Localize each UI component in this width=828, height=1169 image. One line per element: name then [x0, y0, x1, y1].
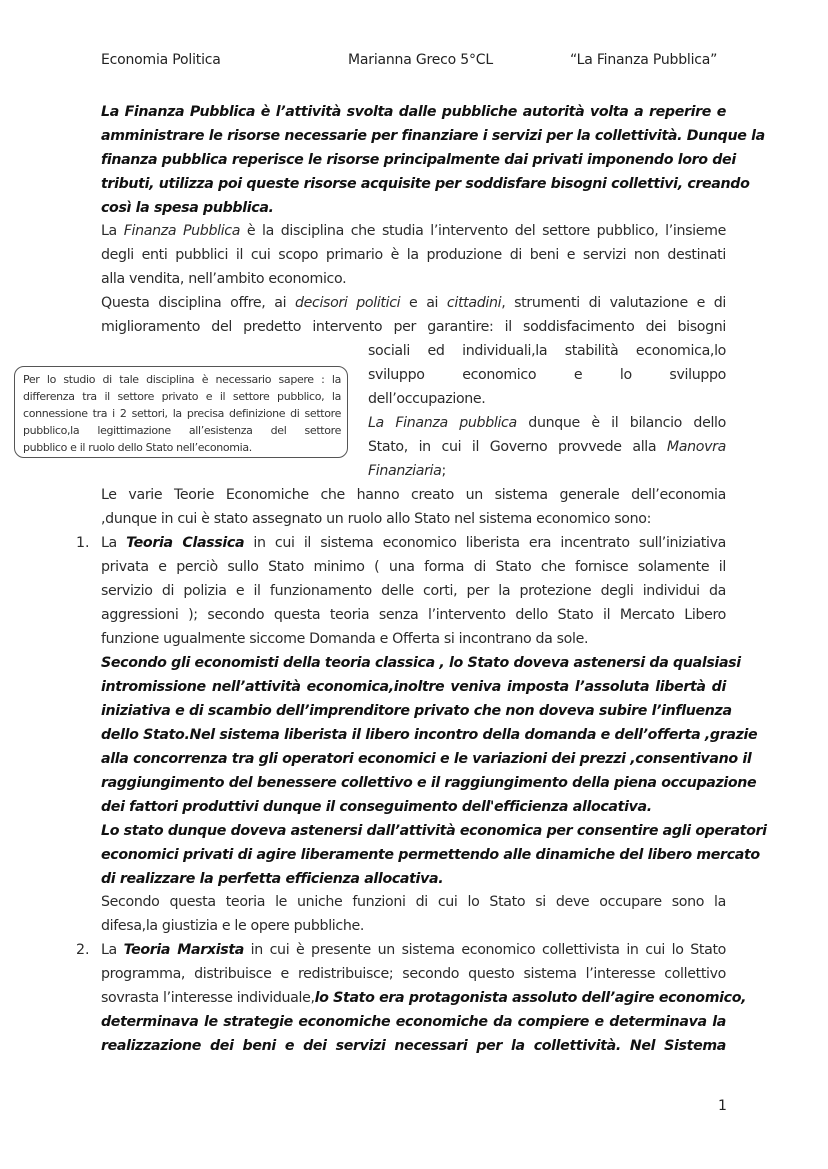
- text-line: dello Stato.Nel sistema liberista il libero incontro della domanda e dell’offerta ,grazie: [101, 727, 758, 743]
- text-line: realizzazione dei beni e dei servizi necessari per la collettività. Nel Sistema: [101, 1038, 726, 1054]
- text-line: tributi, utilizza poi queste risorse acquisite per soddisfare bisogni collettivi, creando: [101, 176, 750, 192]
- text-line: Secondo gli economisti della teoria classica , lo Stato doveva astenersi da qualsiasi: [101, 655, 741, 671]
- page-number: 1: [718, 1098, 727, 1114]
- bold-term: Teoria Marxista: [123, 942, 244, 958]
- text-line: finanza pubblica reperisce le risorse principalmente dai privati imponendo loro dei: [101, 152, 736, 168]
- text: , strumenti di valutazione e di: [501, 295, 726, 311]
- text-line: iniziativa e di scambio dell’imprenditore privato che non doveva subire l’influenza: [101, 703, 732, 719]
- text-line: Le varie Teorie Economiche che hanno creato un sistema generale dell’economia: [101, 487, 726, 503]
- text-line: Lo stato dunque doveva astenersi dall’attività economica per consentire agli operatori: [101, 823, 767, 839]
- text: è la disciplina che studia l’intervento del settore pubblico, l’insieme: [240, 223, 726, 239]
- note-line: connessione tra i 2 settori, la precisa definizione di settore: [23, 407, 341, 420]
- italic-term: Manovra: [666, 439, 726, 455]
- italic-term: decisori politici: [294, 295, 401, 311]
- note-line: Per lo studio di tale disciplina è necessario sapere : la: [23, 373, 341, 386]
- text-line: [101, 219, 726, 243]
- text-line: [101, 291, 726, 315]
- text-line: ,dunque in cui è stato assegnato un ruolo allo Stato nel sistema economico sono:: [101, 511, 651, 527]
- text-line: La Finanza Pubblica è l’attività svolta dalle pubbliche autorità volta a reperire e: [101, 104, 726, 120]
- header-subject: Economia Politica: [101, 52, 221, 68]
- italic-term: Finanza Pubblica: [123, 223, 241, 239]
- text: in cui il sistema economico liberista era incentrato sull’iniziativa: [244, 535, 726, 551]
- text-line: intromissione nell’attività economica,inoltre veniva imposta l’assoluta libertà di: [101, 679, 726, 695]
- text-line: così la spesa pubblica.: [101, 200, 274, 216]
- text-line: dell’occupazione.: [368, 391, 486, 407]
- text-line: programma, distribuisce e redistribuisce; secondo questo sistema l’interesse collettivo: [101, 966, 726, 982]
- text-line: di realizzare la perfetta efficienza allocativa.: [101, 871, 444, 887]
- bold-text: lo Stato era protagonista assoluto dell’agire economico,: [314, 990, 747, 1006]
- text-line: sviluppo economico e lo sviluppo: [368, 367, 726, 383]
- text: Stato, in cui il Governo provvede alla: [368, 439, 667, 455]
- text-line: Secondo questa teoria le uniche funzioni di cui lo Stato si deve occupare sono la: [101, 894, 726, 910]
- italic-term: cittadini: [446, 295, 502, 311]
- text-line: [101, 938, 726, 962]
- text-line: [101, 531, 726, 555]
- text-line: sociali ed individuali,la stabilità economica,lo: [368, 343, 726, 359]
- list-number: 2.: [76, 942, 90, 958]
- text-line: amministrare le risorse necessarie per finanziare i servizi per la collettività. Dunque la: [101, 128, 765, 144]
- note-line: pubblico e il ruolo dello Stato nell’economia.: [23, 441, 252, 454]
- text-line: [368, 435, 726, 459]
- text-line: dei fattori produttivi dunque il conseguimento dell'efficienza allocativa.: [101, 799, 652, 815]
- text: La: [101, 942, 124, 958]
- text-line: miglioramento del predetto intervento per garantire: il soddisfacimento dei bisogni: [101, 319, 726, 335]
- text: La: [101, 535, 127, 551]
- text-line: alla vendita, nell’ambito economico.: [101, 271, 347, 287]
- text-line: raggiungimento del benessere collettivo e il raggiungimento della piena occupazione: [101, 775, 757, 791]
- text-line: aggressioni ); secondo questa teoria senza l’intervento dello Stato il Mercato Libero: [101, 607, 726, 623]
- text-line: servizio di polizia e il funzionamento delle corti, per la protezione degli individui da: [101, 583, 726, 599]
- text: ;: [441, 463, 446, 479]
- note-line: pubblico,la legittimazione all’esistenza del settore: [23, 424, 341, 437]
- text-line: [368, 459, 726, 483]
- text: e ai: [400, 295, 447, 311]
- text-line: economici privati di agire liberamente permettendo alle dinamiche del libero mercato: [101, 847, 760, 863]
- text: La: [101, 223, 124, 239]
- text: dunque è il bilancio dello: [516, 415, 726, 431]
- text-line: degli enti pubblici il cui scopo primario è la produzione di beni e servizi non destinati: [101, 247, 726, 263]
- header-author: Marianna Greco 5°CL: [348, 52, 493, 68]
- text: sovrasta l’interesse individuale,: [101, 990, 315, 1006]
- text: Questa disciplina offre, ai: [101, 295, 295, 311]
- note-line: differenza tra il settore privato e il settore pubblico, la: [23, 390, 341, 403]
- text-line: alla concorrenza tra gli operatori economici e le variazioni dei prezzi ,consentivano il: [101, 751, 752, 767]
- text-line: determinava le strategie economiche economiche da compiere e determinava la: [101, 1014, 726, 1030]
- text-line: difesa,la giustizia e le opere pubbliche.: [101, 918, 365, 934]
- bold-term: Teoria Classica: [126, 535, 245, 551]
- text-line: funzione ugualmente siccome Domanda e Offerta si incontrano da sole.: [101, 631, 589, 647]
- list-number: 1.: [76, 535, 90, 551]
- text: in cui è presente un sistema economico collettivista in cui lo Stato: [243, 942, 727, 958]
- header-title: “La Finanza Pubblica”: [570, 52, 718, 68]
- italic-term: Finanziaria: [368, 463, 442, 479]
- italic-term: La Finanza pubblica: [368, 415, 517, 431]
- note-textbox: [14, 366, 348, 458]
- text-line: [101, 986, 747, 1010]
- text-line: privata e perciò sullo Stato minimo ( una forma di Stato che fornisce solamente il: [101, 559, 726, 575]
- text-line: [368, 411, 726, 435]
